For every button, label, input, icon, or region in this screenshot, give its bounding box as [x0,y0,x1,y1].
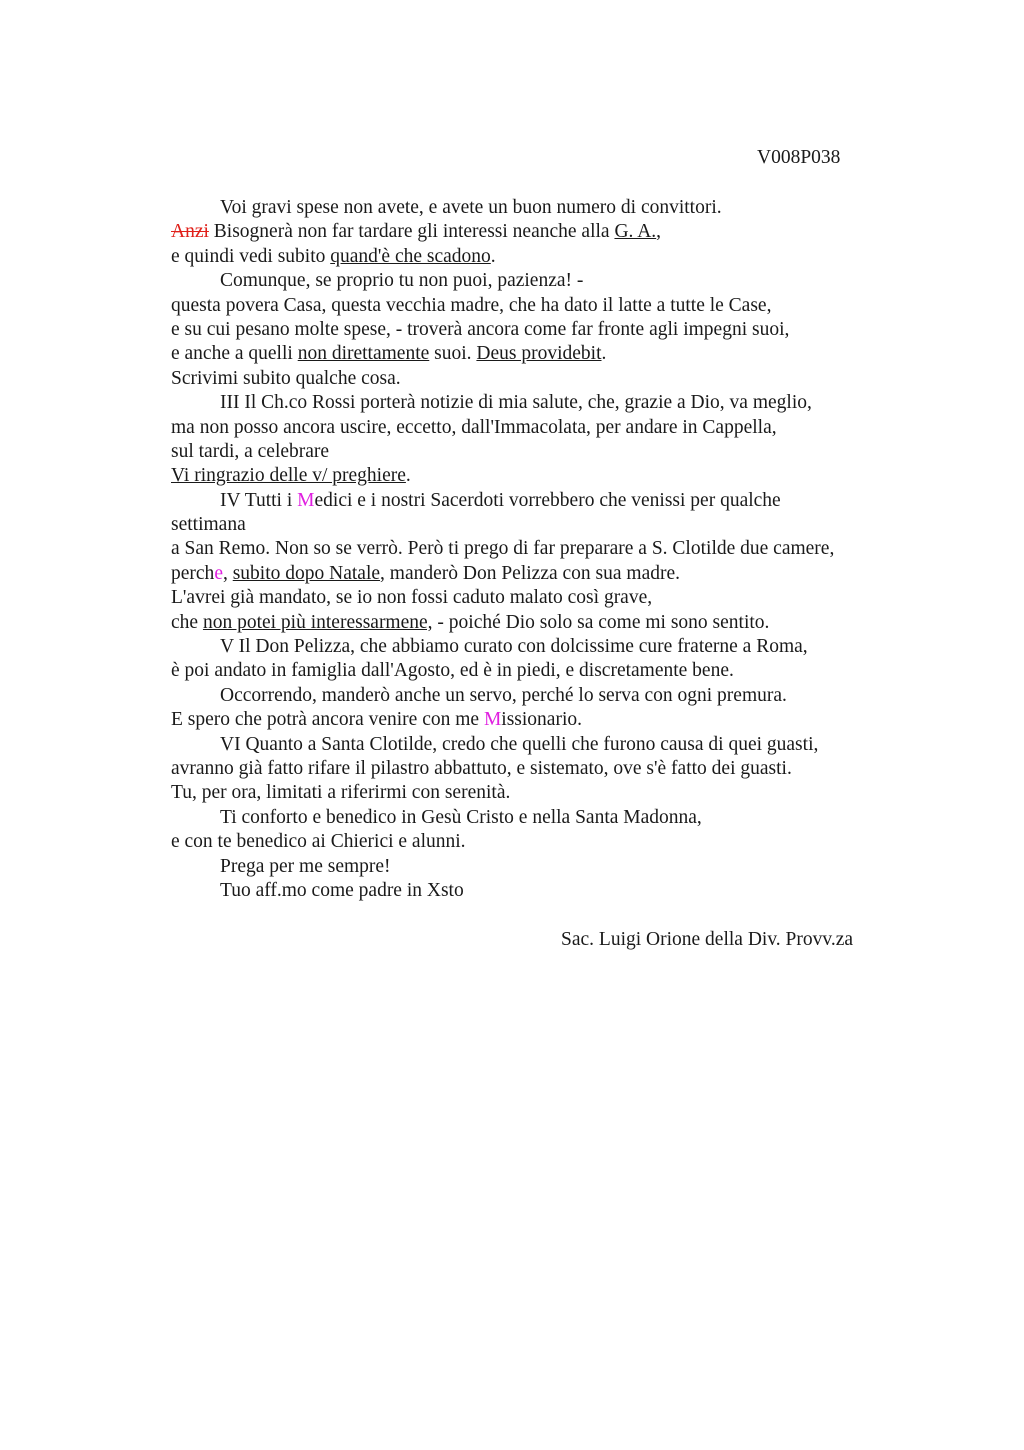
text-line: avranno già fatto rifare il pilastro abbattuto, e sistemato, ove s'è fatto dei guasti. [171,757,792,779]
underlined-text: non direttamente [297,343,430,365]
text-line: IV Tutti i Medici e i nostri Sacerdoti vorrebbero che venissi per qualche [220,489,781,511]
text-line: a San Remo. Non so se verrò. Però ti prego di far preparare a S. Clotilde due camere, [171,538,835,560]
text-line: e con te benedico ai Chierici e alunni. [171,831,466,853]
signature-line: Sac. Luigi Orione della Div. Provv.za [561,929,854,950]
text-line: Voi gravi spese non avete, e avete un buon numero di convittori. [220,197,722,218]
underlined-text: quand'è che scadono [330,245,491,267]
text-line: e anche a quelli non direttamente suoi. Deus providebit. [171,343,607,365]
text-line: perche, subito dopo Natale, manderò Don Pelizza con sua madre. [171,562,681,584]
letter-body [171,196,871,903]
text-line: questa povera Casa, questa vecchia madre, che ha dato il latte a tutte le Case, [171,294,772,316]
text-line: Vi ringrazio delle v/ preghiere. [171,465,411,487]
text-line: Scrivimi subito qualche cosa. [171,367,401,389]
underlined-text: Deus providebit [476,343,602,365]
text-line: Ti conforto e benedico in Gesù Cristo e nella Santa Madonna, [220,806,702,828]
underlined-text: non potei più interessarmene, [202,611,433,633]
text-line: ma non posso ancora uscire, eccetto, dall'Immacolata, per andare in Cappella, [171,416,777,438]
text-line: è poi andato in famiglia dall'Agosto, ed è in piedi, e discretamente bene. [171,660,734,682]
text-line: e su cui pesano molte spese, - troverà ancora come far fronte agli impegni suoi, [171,318,790,340]
text-line: Comunque, se proprio tu non puoi, pazienza! - [220,270,584,292]
highlighted-letter: M [483,709,502,731]
text-line: sul tardi, a celebrare [171,440,330,462]
text-line: L'avrei già mandato, se io non fossi caduto malato così grave, [171,587,653,609]
text-line: che non potei più interessarmene, - poiché Dio solo sa come mi sono sentito. [171,611,770,633]
text-line: Prega per me sempre! [220,855,391,877]
text-line: Tu, per ora, limitati a riferirmi con serenità. [171,782,511,804]
text-line: III Il Ch.co Rossi porterà notizie di mia salute, che, grazie a Dio, va meglio, [220,392,812,414]
text-line: VI Quanto a Santa Clotilde, credo che quelli che furono causa di quei guasti, [220,733,819,755]
text-line: e quindi vedi subito quand'è che scadono. [171,245,496,267]
highlighted-letter: e [214,562,223,584]
page-identifier: V008P038 [757,147,841,168]
underlined-text: Vi ringrazio delle v/ preghiere [171,465,406,487]
text-line: settimana [171,514,246,536]
text-line: Anzi Bisognerà non far tardare gli interessi neanche alla G. A., [171,221,662,243]
text-line: E spero che potrà ancora venire con me Missionario. [171,709,582,731]
text-line: V Il Don Pelizza, che abbiamo curato con dolcissime cure fraterne a Roma, [220,636,808,658]
underlined-text: subito dopo Natale [232,562,381,584]
deleted-word: Anzi [171,221,209,243]
highlighted-letter: M [297,489,315,511]
underlined-text: G. A. [614,221,657,243]
text-line: Occorrendo, manderò anche un servo, perché lo serva con ogni premura. [220,684,787,706]
text-line: Tuo aff.mo come padre in Xsto [220,879,464,901]
